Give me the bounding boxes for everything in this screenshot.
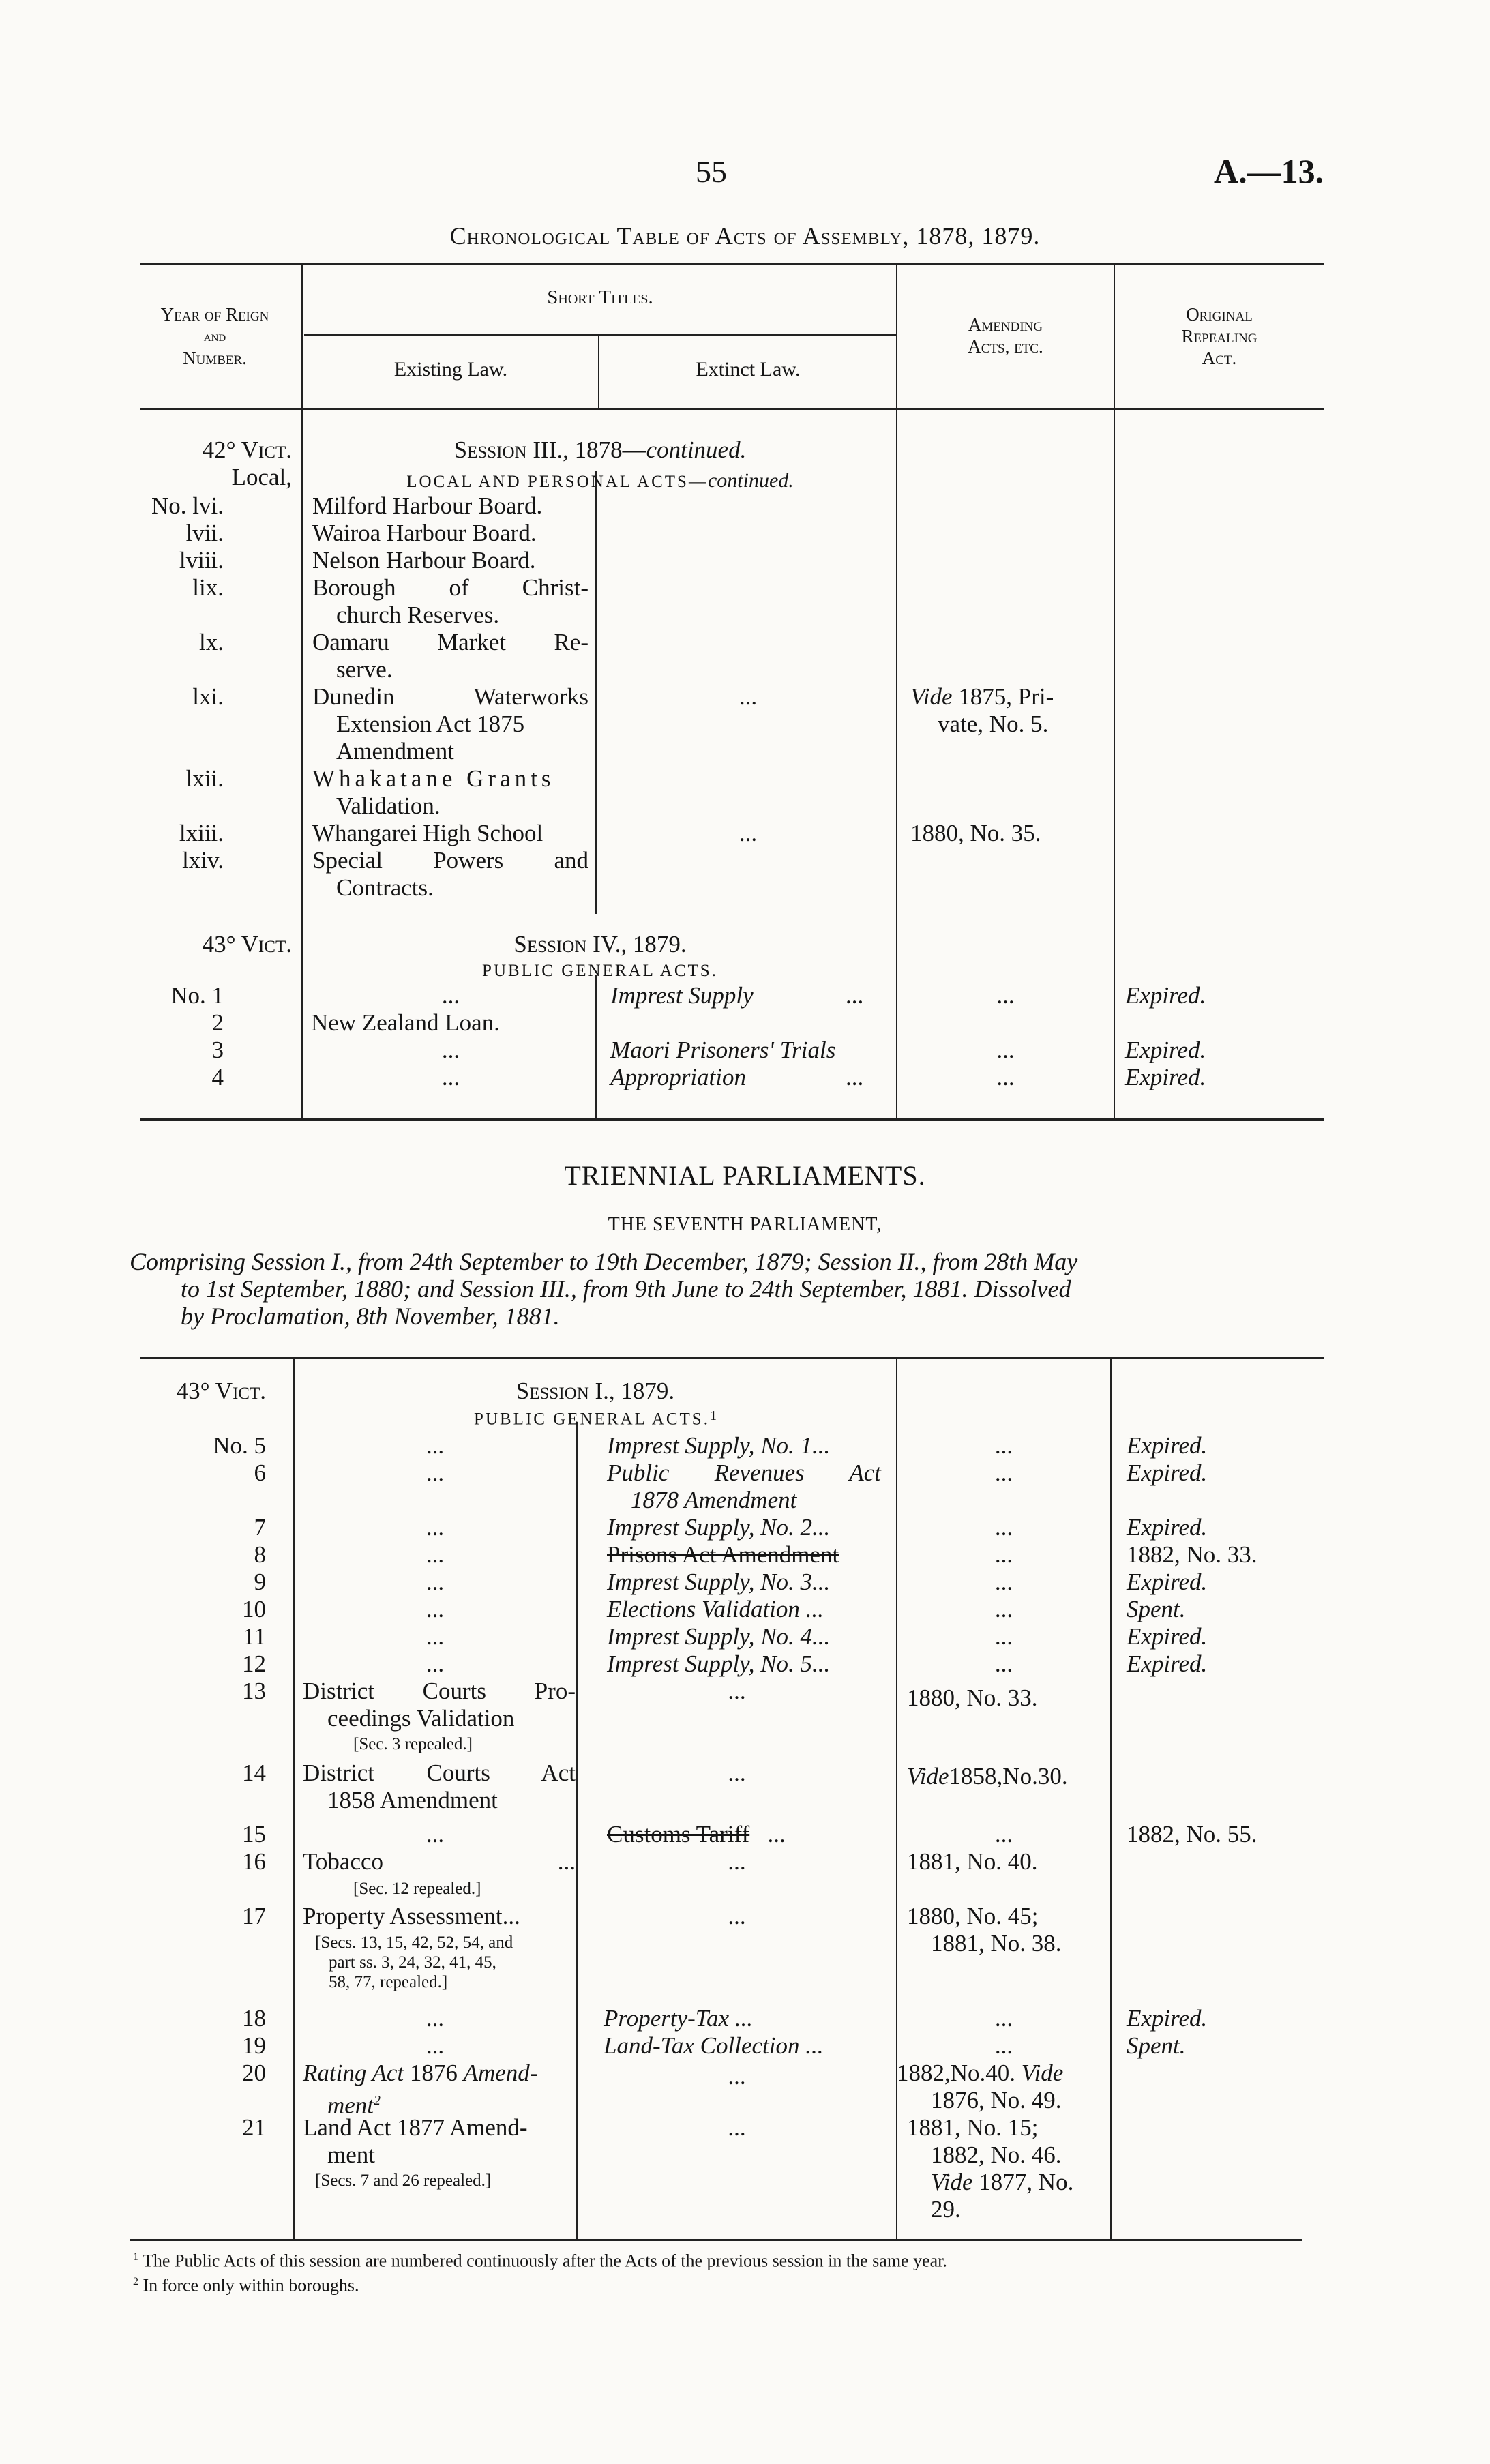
- part3-num: 9: [254, 1569, 266, 1595]
- part3-existing: ...: [426, 1650, 445, 1677]
- part1-reign-sub: Local,: [231, 464, 292, 490]
- col-divider-2-header: [598, 336, 599, 408]
- part1-reign: 42° Vict.: [202, 436, 292, 463]
- document-reference: A.—13.: [1214, 152, 1324, 190]
- part1-num: lxiv.: [182, 847, 224, 874]
- part1-existing: Borough of Christ-: [312, 574, 588, 601]
- part1-session: Session III., 1878—continued.: [453, 436, 747, 463]
- col-header-year: [130, 303, 300, 369]
- short-titles-rule: [304, 334, 896, 336]
- part1-num: lix.: [192, 574, 224, 601]
- part3-amend: 1880, No. 45;: [907, 1903, 1039, 1929]
- part3-extinct: 1878 Amendment: [631, 1487, 797, 1513]
- part2-amend: ...: [996, 1064, 1015, 1090]
- part1-existing: Amendment: [336, 738, 455, 765]
- part3-amend: 1880, No. 33.: [907, 1684, 1038, 1711]
- part3-existing: ment: [327, 2141, 375, 2168]
- part3-extinct: Elections Validation ...: [607, 1596, 824, 1622]
- part3-num: 10: [242, 1596, 266, 1622]
- part1-existing: Extension Act 1875: [336, 711, 525, 737]
- part1-existing: serve.: [336, 656, 393, 683]
- col-header-amending: [897, 314, 1114, 357]
- footnote-1: [133, 2247, 947, 2272]
- part3-extinct: ...: [728, 1678, 746, 1704]
- part1-existing: Wairoa Harbour Board.: [312, 520, 537, 546]
- page-number: 55: [696, 154, 727, 189]
- part3-num: 13: [242, 1678, 266, 1704]
- part2-amend: ...: [996, 982, 1015, 1009]
- part1-extinct: ...: [739, 820, 758, 846]
- part3-reign: 43° Vict.: [176, 1378, 266, 1404]
- part3-existing-text: ment: [327, 2092, 374, 2119]
- col-header-extinct: Extinct Law.: [696, 358, 801, 381]
- col-divider-1: [301, 265, 303, 1118]
- part1-existing: Oamaru Market Re-: [312, 629, 588, 655]
- part3-amend: 1881, No. 38.: [931, 1930, 1062, 1957]
- part2-existing: ...: [441, 982, 460, 1009]
- part3-extinct: Property-Tax ...: [604, 2005, 754, 2032]
- part3-existing: ...: [426, 1569, 445, 1595]
- part3-amend: ...: [994, 1623, 1013, 1650]
- comprising-line: to 1st September, 1880; and Session III., from 9th June to 24th September, 1881. Dissolved: [181, 1275, 1071, 1303]
- part2-extinct: Imprest Supply: [610, 982, 754, 1009]
- part2-existing: New Zealand Loan.: [311, 1009, 500, 1036]
- part3-num: 8: [254, 1541, 266, 1568]
- part2-extinct-dots: ...: [846, 982, 864, 1009]
- part3-existing: ...: [426, 2032, 445, 2059]
- part3-existing: Land Act 1877 Amend-: [303, 2114, 528, 2141]
- part3-amend: ...: [994, 1596, 1013, 1622]
- part2-num: 3: [211, 1037, 224, 1063]
- part1-amend: Vide 1875, Pri-: [910, 683, 1054, 710]
- part3-existing: District Courts Pro-: [303, 1678, 576, 1704]
- part3-subtitle-text: PUBLIC GENERAL ACTS.: [474, 1410, 710, 1429]
- footnote-text: In force only within boroughs.: [143, 2275, 359, 2296]
- part3-amend: 1882, No. 46.: [931, 2141, 1062, 2168]
- part3-num: 15: [242, 1821, 266, 1847]
- part3-num: 14: [242, 1760, 266, 1786]
- col-header-amending-2: Acts, etc.: [968, 336, 1043, 357]
- part3-amend: ...: [994, 1514, 1013, 1541]
- part3-amend: ...: [994, 1569, 1013, 1595]
- part1-existing: Milford Harbour Board.: [312, 492, 543, 519]
- table-bottom-rule: [140, 1118, 1324, 1121]
- part2-num: No. 1: [170, 982, 224, 1009]
- part3-extinct: Imprest Supply, No. 2...: [607, 1514, 831, 1541]
- part3-repeal: Spent.: [1127, 2032, 1186, 2059]
- part3-amend: ...: [994, 2032, 1013, 2059]
- footnote-rule: [130, 2239, 1302, 2241]
- part3-extinct: Imprest Supply, No. 4...: [607, 1623, 831, 1650]
- part3-extinct: Customs Tariff ...: [607, 1821, 786, 1847]
- col-header-amending-1: Amending: [968, 314, 1043, 335]
- part3-extinct: Public Revenues Act: [607, 1459, 881, 1486]
- part3-amend: 1882,No.40. Vide: [897, 2060, 1064, 2086]
- footnote-mark: 1: [133, 2251, 138, 2263]
- part3-existing: ...: [426, 2005, 445, 2032]
- table-title: Chronological Table of Acts of Assembly, 1878, 1879.: [449, 222, 1041, 250]
- part1-existing: Special Powers and: [312, 847, 588, 874]
- part1-existing: church Reserves.: [336, 602, 500, 628]
- part2-extinct: Appropriation: [610, 1064, 746, 1090]
- part3-repeal: Expired.: [1127, 1432, 1208, 1459]
- part1-existing: Validation.: [336, 792, 441, 819]
- part3-num: 20: [242, 2060, 266, 2086]
- part3-existing: 1858 Amendment: [327, 1787, 498, 1813]
- part3-num: 18: [242, 2005, 266, 2032]
- part3-num: 17: [242, 1903, 266, 1929]
- part3-num: 6: [254, 1459, 266, 1486]
- part3-existing: ...: [426, 1514, 445, 1541]
- footnote-ref: 1: [709, 1408, 717, 1423]
- part3-num: 7: [254, 1514, 266, 1541]
- part3-extinct: ...: [728, 2114, 746, 2141]
- part3-amend: 1881, No. 40.: [907, 1848, 1038, 1875]
- part3-amend: ...: [994, 2005, 1013, 2032]
- part3-num: 19: [242, 2032, 266, 2059]
- part1-num: lx.: [199, 629, 224, 655]
- footnote-text: The Public Acts of this session are numbered continuously after the Acts of the previous session in the same year.: [143, 2251, 947, 2271]
- part3-existing: ...: [426, 1623, 445, 1650]
- part2-extinct: Maori Prisoners' Trials: [610, 1037, 836, 1063]
- part2-reign: 43° Vict.: [202, 931, 292, 958]
- part3-extinct: Prisons Act Amendment: [607, 1541, 839, 1568]
- footnote-ref: 2: [374, 2093, 381, 2108]
- part3-num: 21: [242, 2114, 266, 2141]
- part1-num: lvii.: [185, 520, 224, 546]
- part1-num: lxii.: [185, 765, 224, 792]
- col-header-repealing: [1115, 303, 1324, 369]
- part3-existing-note: [Secs. 13, 15, 42, 52, 54, and: [315, 1933, 513, 1952]
- parliament-heading: THE SEVENTH PARLIAMENT,: [608, 1214, 882, 1235]
- part1-existing: Contracts.: [336, 874, 434, 901]
- comprising-line: Comprising Session I., from 24th September to 19th December, 1879; Session II., from 28th May: [130, 1248, 1078, 1275]
- part1-existing: Dunedin Waterworks: [312, 683, 588, 710]
- part3-existing-note: [Secs. 7 and 26 repealed.]: [315, 2171, 492, 2190]
- col-header-repealing-1: Original: [1186, 304, 1253, 325]
- table2-col-divider-1: [293, 1359, 295, 2239]
- part1-amend: vate, No. 5.: [938, 711, 1049, 737]
- triennial-heading: TRIENNIAL PARLIAMENTS.: [564, 1160, 926, 1191]
- col-header-short-titles: Short Titles.: [547, 286, 653, 308]
- part3-repeal: Expired.: [1127, 2005, 1208, 2032]
- part3-extinct: ...: [728, 1760, 746, 1786]
- part3-existing-note: 58, 77, repealed.]: [329, 1973, 448, 1991]
- part3-amend: 1881, No. 15;: [907, 2114, 1039, 2141]
- part2-repeal: Expired.: [1125, 1064, 1206, 1090]
- part3-extinct: Imprest Supply, No. 1...: [607, 1432, 831, 1459]
- table2-col-divider-4: [1110, 1359, 1112, 2239]
- part3-existing: ...: [426, 1596, 445, 1622]
- col-divider-4: [1114, 265, 1115, 1118]
- part2-repeal: Expired.: [1125, 1037, 1206, 1063]
- part3-repeal: Spent.: [1127, 1596, 1186, 1622]
- part2-existing: ...: [441, 1037, 460, 1063]
- part3-repeal: Expired.: [1127, 1514, 1208, 1541]
- col-header-repealing-2: Repealing: [1181, 326, 1257, 346]
- table-top-rule: [140, 263, 1324, 265]
- part3-repeal: Expired.: [1127, 1459, 1208, 1486]
- part2-repeal: Expired.: [1125, 982, 1206, 1009]
- part3-amend: ...: [994, 1541, 1013, 1568]
- part3-extinct: ...: [728, 1848, 746, 1875]
- part3-existing: Rating Act 1876 Amend-: [303, 2060, 538, 2086]
- table2-top-rule: [140, 1357, 1324, 1359]
- table2-col-divider-3: [896, 1359, 897, 2239]
- part1-subtitle: LOCAL AND PERSONAL ACTS—continued.: [406, 469, 794, 492]
- part2-session: Session IV., 1879.: [513, 931, 687, 958]
- footnote-mark: 2: [133, 2275, 138, 2287]
- part1-existing: Whakatane Grants: [312, 765, 555, 792]
- part3-amend: Vide 1877, No.: [931, 2169, 1074, 2195]
- part3-existing: ...: [426, 1821, 445, 1847]
- part3-extinct: ...: [728, 2063, 746, 2090]
- part3-existing-note: [Sec. 3 repealed.]: [353, 1735, 473, 1753]
- part3-existing-note: [Sec. 12 repealed.]: [353, 1880, 481, 1898]
- part3-session: Session I., 1879.: [516, 1378, 675, 1404]
- part1-amend: 1880, No. 35.: [910, 820, 1041, 846]
- part3-amend: ...: [994, 1821, 1013, 1847]
- col-header-year-2: and: [203, 327, 226, 344]
- footnotes: [133, 2247, 947, 2296]
- part3-num: 12: [242, 1650, 266, 1677]
- part3-repeal: 1882, No. 33.: [1127, 1541, 1257, 1568]
- comprising-paragraph: [130, 1248, 1320, 1330]
- part3-repeal: Expired.: [1127, 1623, 1208, 1650]
- part3-extinct: Imprest Supply, No. 5...: [607, 1650, 831, 1677]
- part1-existing: Whangarei High School: [312, 820, 543, 846]
- part3-repeal: 1882, No. 55.: [1127, 1821, 1257, 1847]
- part3-amend: 1876, No. 49.: [931, 2087, 1062, 2113]
- part1-existing: Nelson Harbour Board.: [312, 547, 536, 574]
- part3-amend: ...: [994, 1459, 1013, 1486]
- part3-repeal: Expired.: [1127, 1569, 1208, 1595]
- part3-existing-note: part ss. 3, 24, 32, 41, 45,: [329, 1953, 496, 1972]
- part3-num: 11: [243, 1623, 266, 1650]
- col-header-repealing-3: Act.: [1202, 348, 1237, 368]
- part3-existing: District Courts Act: [303, 1760, 576, 1786]
- part1-num: lxiii.: [179, 820, 224, 846]
- part2-extinct-dots: ...: [846, 1064, 864, 1090]
- part3-existing: ...: [426, 1459, 445, 1486]
- part1-num: No. lvi.: [151, 492, 224, 519]
- part2-existing: ...: [441, 1064, 460, 1090]
- part3-extinct: ...: [728, 1903, 746, 1929]
- part3-amend: Vide1858,No.30.: [907, 1763, 1068, 1790]
- col-header-existing: Existing Law.: [393, 358, 508, 381]
- part2-num: 4: [211, 1064, 224, 1090]
- part3-extinct: Land-Tax Collection ...: [604, 2032, 824, 2059]
- part2-subtitle: PUBLIC GENERAL ACTS.: [482, 962, 718, 980]
- part3-existing: Tobacco ...: [303, 1848, 576, 1875]
- col-divider-2-part1: [595, 471, 597, 914]
- col-header-year-1: Year of Reign: [160, 304, 269, 325]
- part3-existing: ...: [426, 1541, 445, 1568]
- part1-extinct: ...: [739, 683, 758, 710]
- part3-num: No. 5: [213, 1432, 266, 1459]
- part3-existing: ...: [426, 1432, 445, 1459]
- part2-amend: ...: [996, 1037, 1015, 1063]
- header-bottom-rule: [140, 408, 1324, 410]
- part3-existing: Property Assessment...: [303, 1903, 520, 1929]
- part3-amend: ...: [994, 1650, 1013, 1677]
- part3-existing: ceedings Validation: [327, 1705, 515, 1732]
- part3-amend: 29.: [931, 2196, 961, 2223]
- part3-repeal: Expired.: [1127, 1650, 1208, 1677]
- part1-num: lviii.: [179, 547, 224, 574]
- part3-amend: ...: [994, 1432, 1013, 1459]
- footnote-2: [133, 2272, 947, 2296]
- comprising-line: by Proclamation, 8th November, 1881.: [181, 1303, 560, 1330]
- part1-num: lxi.: [192, 683, 224, 710]
- part3-subtitle: [295, 1408, 896, 1429]
- col-header-year-3: Number.: [183, 348, 247, 368]
- part3-num: 16: [242, 1848, 266, 1875]
- part2-num: 2: [211, 1009, 224, 1036]
- part3-extinct: Imprest Supply, No. 3...: [607, 1569, 831, 1595]
